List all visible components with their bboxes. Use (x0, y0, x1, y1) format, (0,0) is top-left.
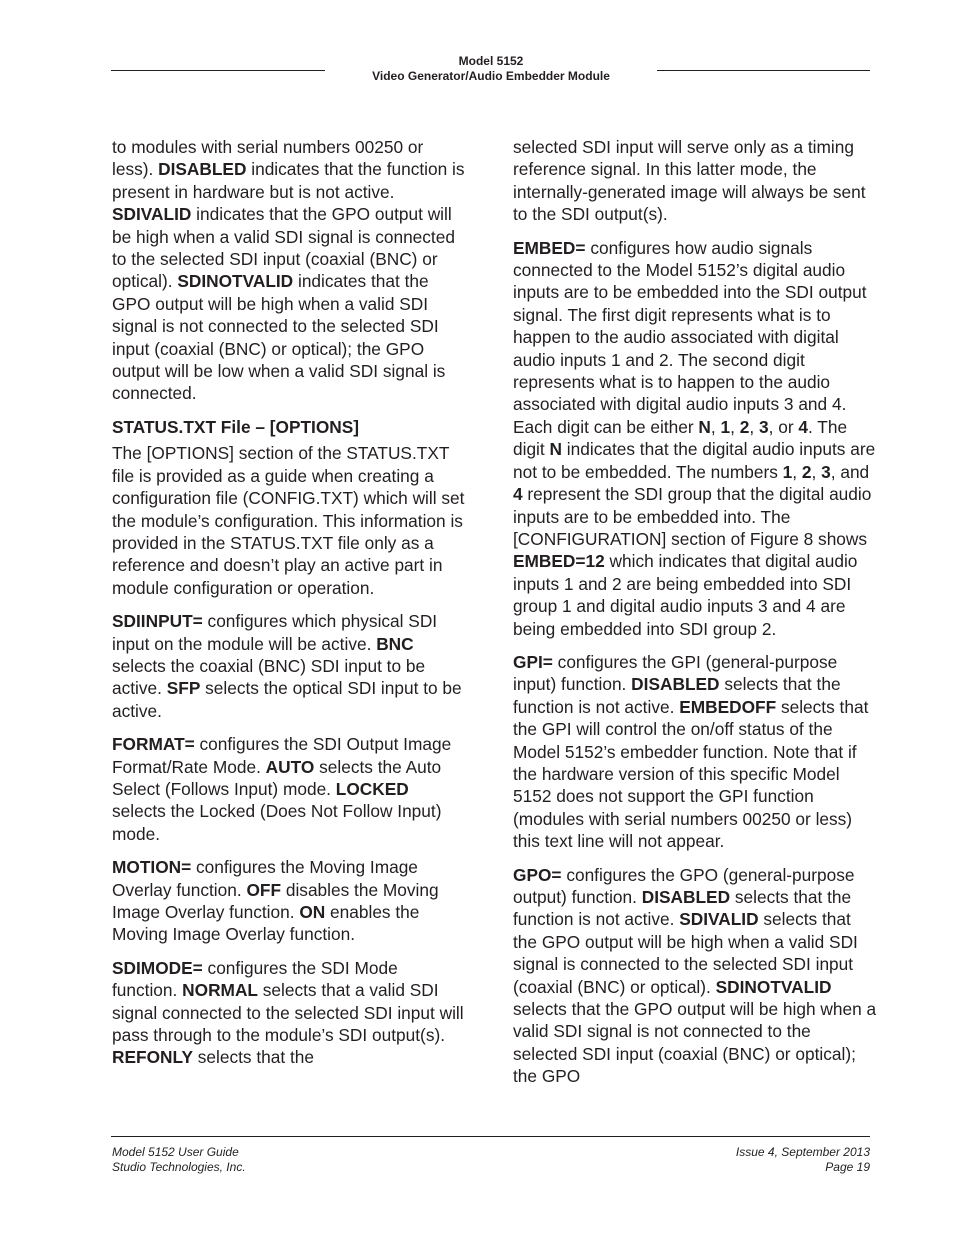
keyword: LOCKED (335, 778, 409, 799)
header-title: Video Generator/Audio Embedder Module (372, 69, 610, 83)
keyword: GPO= (513, 864, 562, 885)
text-run: selects that the function is not active. (513, 674, 841, 717)
keyword: OFF (246, 879, 282, 900)
footer-rule (111, 1136, 870, 1137)
text-run: disables the Moving Image Overlay function. (112, 879, 439, 922)
keyword: NORMAL (182, 980, 258, 1001)
text-run: selects the coaxial (BNC) SDI input to be active. (112, 655, 426, 699)
text-run: configures the SDI Mode function. (112, 957, 398, 1001)
text-run: configures the GPO (general-purpose output) function. (513, 864, 855, 907)
text-run: indicates that the function is present in hardware but is not active. (112, 159, 465, 202)
keyword: SFP (166, 678, 201, 699)
left-column (112, 136, 467, 1080)
keyword: AUTO (265, 756, 315, 777)
header-rule-right (657, 70, 870, 71)
keyword: 2 (801, 461, 812, 482)
text-run: selects the optical SDI input to be active. (112, 678, 462, 721)
footer-company: Studio Technologies, Inc. (112, 1160, 246, 1174)
keyword: N (549, 439, 562, 460)
text-run: , (811, 461, 822, 482)
keyword: FORMAT= (112, 734, 195, 755)
text-run: , (710, 416, 721, 437)
text-run: selects that a valid SDI signal connected to the selected SDI input will pass through to the module’s SDI output(s). (112, 980, 464, 1046)
text-run: to modules with serial numbers 00250 or less). (112, 137, 424, 180)
keyword: GPI= (513, 651, 553, 672)
keyword: 1 (782, 461, 793, 482)
text-run: configures which physical SDI input on the module will be active. (112, 611, 438, 654)
right-column (513, 136, 877, 1099)
keyword: 4 (513, 484, 523, 505)
text-run: indicates that the digital audio inputs are not to be embedded. The numbers (513, 439, 876, 482)
keyword: 3 (821, 461, 831, 482)
keyword: BNC (376, 633, 414, 654)
footer-guide-name: Model 5152 User Guide (112, 1145, 239, 1159)
text-run: selects the Auto Select (Follows Input) mode. (112, 756, 442, 799)
text-run: enables the Moving Image Overlay function. (112, 902, 420, 945)
text-run: selected SDI input will serve only as a timing reference signal. In this latter mode, the internally-generated image will always be sent to the SDI output(s). (513, 137, 866, 225)
text-run: , (792, 461, 802, 482)
keyword: EMBED= (513, 237, 586, 258)
section-heading: STATUS.TXT File – [OPTIONS] (112, 416, 360, 437)
text-run: configures the SDI Output Image Format/Rate Mode. (112, 734, 452, 777)
text-run: selects that the GPO output will be high when a valid SDI signal is not connected to the selected SDI input (coaxial (BNC) or optical); the GPO (513, 999, 877, 1087)
text-run: , (749, 416, 759, 437)
text-run: , (730, 416, 740, 437)
footer-right (736, 1145, 870, 1175)
keyword: SDIVALID (112, 204, 192, 225)
keyword: MOTION= (112, 857, 192, 878)
keyword: SDIMODE= (112, 957, 203, 978)
text-run: indicates that the GPO output will be high when a valid SDI signal is connected to the selected SDI input (coaxial (BNC) or optical). (112, 204, 455, 292)
text-run: . The digit (513, 416, 848, 460)
keyword: SDINOTVALID (177, 271, 294, 292)
paragraph (513, 237, 877, 640)
keyword: 4 (798, 416, 809, 437)
header-rule-left (111, 70, 325, 71)
text-run: , and (830, 461, 870, 482)
text-run: represent the SDI group that the digital audio inputs are to be embedded into. The [CONFIGURATION] section of Figure 8 shows (513, 484, 872, 549)
text-run: selects that the GPO output will be high when a valid SDI signal is connected to the selected SDI input (coaxial (BNC) or optical). (513, 909, 858, 997)
paragraph (112, 610, 467, 722)
paragraph (112, 856, 467, 946)
footer-issue: Issue 4, September 2013 (735, 1145, 870, 1159)
text-run: indicates that the GPO output will be high when a valid SDI signal is not connected to the selected SDI input (coaxial (BNC) or optical); the GPO output will be low when a valid SDI signal is connected. (112, 271, 446, 404)
paragraph (513, 136, 877, 226)
keyword: ON (299, 902, 326, 922)
paragraph (112, 136, 467, 405)
text-run: selects that the (192, 1047, 315, 1068)
keyword: REFONLY (112, 1047, 193, 1068)
footer-left (112, 1145, 246, 1175)
text-run: The [OPTIONS] section of the STATUS.TXT file is provided as a guide when creating a configuration file (CONFIG.TXT) which will set the module’s configuration. This information is provided in the STATUS.TXT file only as a reference and doesn’t play an active part in module configuration or operation. (112, 443, 465, 598)
keyword: DISABLED (631, 674, 720, 695)
keyword: EMBEDOFF (679, 696, 777, 717)
text-run: which indicates that digital audio inputs 1 and 2 are being embedded into SDI group 1 and digital audio inputs 3 and 4 are being embedded into SDI group 2. (513, 551, 858, 639)
keyword: SDIVALID (679, 909, 759, 930)
paragraph (513, 651, 877, 853)
keyword: DISABLED (158, 159, 247, 180)
keyword: 1 (720, 416, 731, 437)
running-header (325, 54, 657, 84)
keyword: SDINOTVALID (715, 976, 832, 997)
keyword: N (698, 416, 711, 437)
text-run: configures the Moving Image Overlay function. (112, 857, 418, 900)
text-run: configures how audio signals connected to the Model 5152’s digital audio inputs are to be embedded into the SDI output signal. The first digit represents what is to happen to the audio associated with digital audio inputs 1 and 2. The second digit represents what is to happen to the audio associated with digital audio inputs 3 and 4. Each digit can be either (513, 237, 867, 437)
text-run: selects the Locked (Does Not Follow Input) mode. (112, 801, 442, 844)
paragraph (112, 442, 467, 599)
keyword: 3 (758, 416, 769, 437)
paragraph (513, 864, 877, 1088)
paragraph (112, 733, 467, 845)
keyword: SDIINPUT= (112, 611, 203, 632)
text-run: selects that the function is not active. (513, 887, 852, 930)
paragraph (112, 957, 467, 1069)
header-model: Model 5152 (458, 54, 524, 68)
text-run: , or (768, 416, 799, 437)
keyword: DISABLED (641, 887, 731, 907)
text-run: configures the GPI (general-purpose input) function. (513, 651, 838, 695)
text-run: selects that the GPI will control the on/off status of the Model 5152’s embedder function. Note that if the hardware version of this specific Model 5152 does not support the GPI function (modules with serial numbers 00250 or less) this text line will not appear. (513, 696, 869, 852)
keyword: EMBED=12 (513, 551, 605, 572)
keyword: 2 (739, 416, 750, 437)
page-number: Page 19 (825, 1160, 870, 1174)
